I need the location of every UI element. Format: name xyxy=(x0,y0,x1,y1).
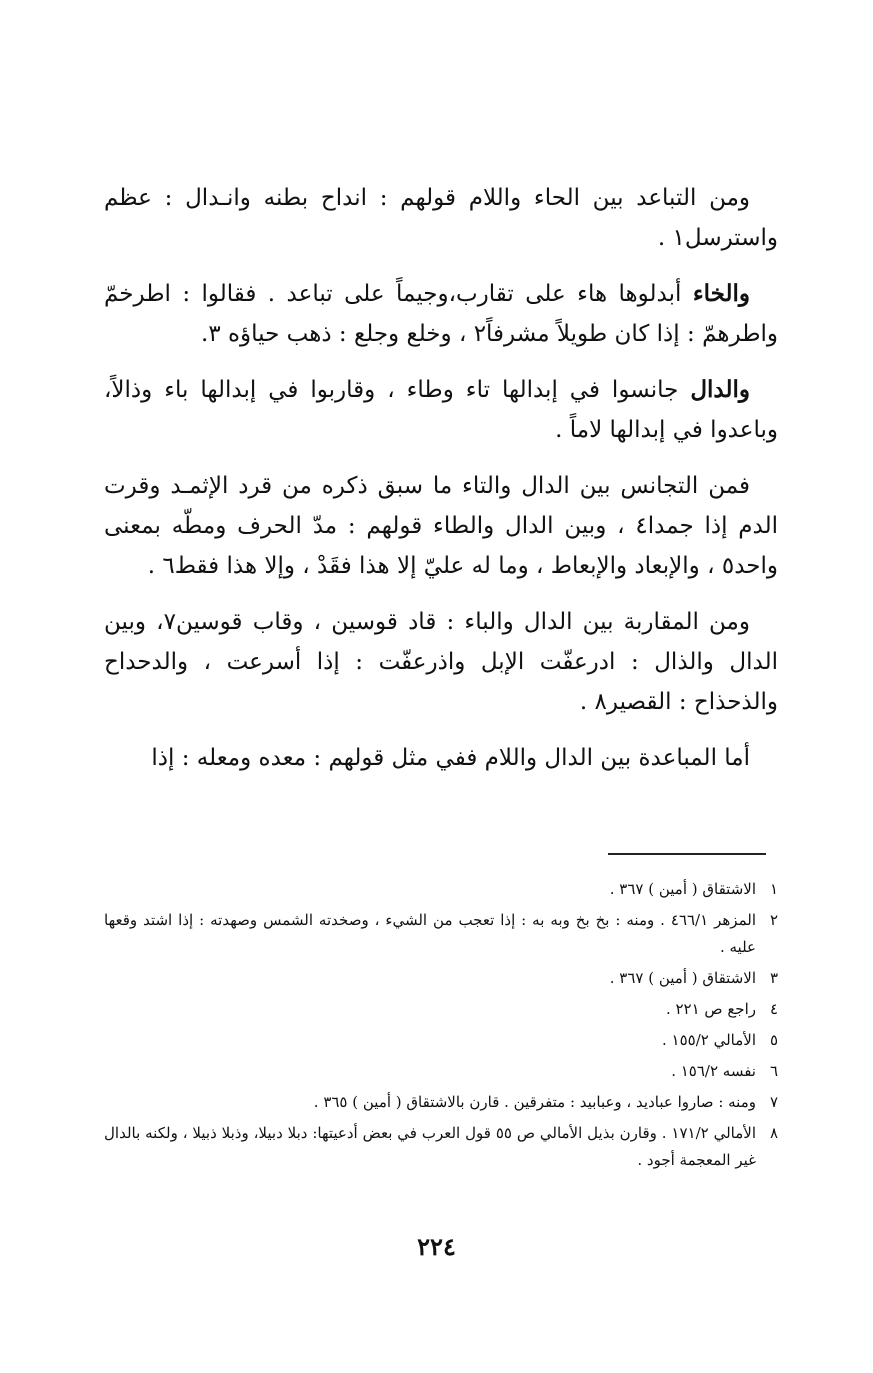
footnote-number: ٥ xyxy=(769,1031,778,1049)
footnote-5 xyxy=(104,1027,778,1054)
footnote-number: ٨ xyxy=(769,1124,778,1142)
paragraph-5 xyxy=(104,602,778,722)
page-number: ٢٢٤ xyxy=(417,1232,456,1261)
footnote-number: ١ xyxy=(769,880,778,898)
footnote-number: ٦ xyxy=(769,1062,778,1080)
footnote-text: المزهر ٤٦٦/١ . ومنه : بخ بخ وبه به : إذا تعجب من الشيء ، وصخدته الشمس وصهدته : إذا اشتد وقعها عليه . xyxy=(104,911,756,956)
footnote-number: ٤ xyxy=(769,1000,778,1018)
footnote-7 xyxy=(104,1089,778,1116)
footnote-number: ٢ xyxy=(769,911,778,929)
footnote-8 xyxy=(104,1120,778,1174)
footnote-text: ومنه : صاروا عباديد ، وعبابيد : متفرقين . قارن بالاشتقاق ( أمين ) ٣٦٥ . xyxy=(313,1093,756,1111)
paragraph-text: أما المباعدة بين الدال واللام ففي مثل قولهم : معده ومعله : إذا xyxy=(151,745,750,771)
paragraph-text: أبدلوها هاء على تقارب،وجيماً على تباعد . فقالوا : اطرخمّ واطرهمّ : إذا كان طويلاً مشرفاً٢ ، وخلع وجلع : ذهب حياؤه ٣. xyxy=(104,281,778,347)
footnote-4 xyxy=(104,996,778,1023)
footnote-3 xyxy=(104,965,778,992)
footnote-text: الأمالي ١٥٥/٢ . xyxy=(662,1031,756,1049)
paragraph-lead: والدال xyxy=(690,376,750,403)
footnote-text: راجع ص ٢٢١ . xyxy=(665,1000,756,1018)
footnote-divider xyxy=(608,853,766,855)
footnote-2 xyxy=(104,907,778,961)
paragraph-6 xyxy=(104,738,778,778)
paragraph-text: ومن التباعد بين الحاء واللام قولهم : انداح بطنه وانـدال : عظم واسترسل١ . xyxy=(104,185,778,251)
paragraph-1 xyxy=(104,178,778,258)
footnote-1 xyxy=(104,876,778,903)
paragraph-text: جانسوا في إبدالها تاء وطاء ، وقاربوا في إبدالها باء وذالاً، وباعدوا في إبدالها لاماً . xyxy=(104,377,778,443)
footnotes-list xyxy=(104,876,778,1178)
footnote-text: الاشتقاق ( أمين ) ٣٦٧ . xyxy=(609,880,756,898)
paragraph-text: ومن المقاربة بين الدال والباء : قاد قوسين ، وقاب قوسين٧، وبين الدال والذال : ادرعفّت الإبل واذرعفّت : إذا أسرعت ، والدحداح والذحذاح : القصير٨ . xyxy=(104,609,778,715)
main-text xyxy=(104,178,778,778)
paragraph-2 xyxy=(104,274,778,354)
footnote-text: الأمالي ١٧١/٢ . وقارن بذيل الأمالي ص ٥٥ قول العرب في بعض أدعيتها: دبلا دبيلا، وذبلا ذبيلا ، ولكنه بالدال غير المعجمة أجود . xyxy=(104,1124,756,1169)
paragraph-3 xyxy=(104,370,778,450)
paragraph-4 xyxy=(104,466,778,586)
footnote-number: ٣ xyxy=(769,969,778,987)
paragraph-text: فمن التجانس بين الدال والتاء ما سبق ذكره من قرد الإثمـد وقرت الدم إذا جمدا٤ ، وبين الدال والطاء قولهم : مدّ الحرف ومطّه بمعنى واحد٥ ، والإبعاد والإبعاط ، وما له عليّ إلا هذا فقَدْ ، وإلا هذا فقط٦ . xyxy=(104,473,779,579)
footnote-text: نفسه ١٥٦/٢ . xyxy=(671,1062,756,1080)
footnote-6 xyxy=(104,1058,778,1085)
footnote-text: الاشتقاق ( أمين ) ٣٦٧ . xyxy=(609,969,756,987)
paragraph-lead: والخاء xyxy=(692,280,750,307)
footnote-number: ٧ xyxy=(769,1093,778,1111)
